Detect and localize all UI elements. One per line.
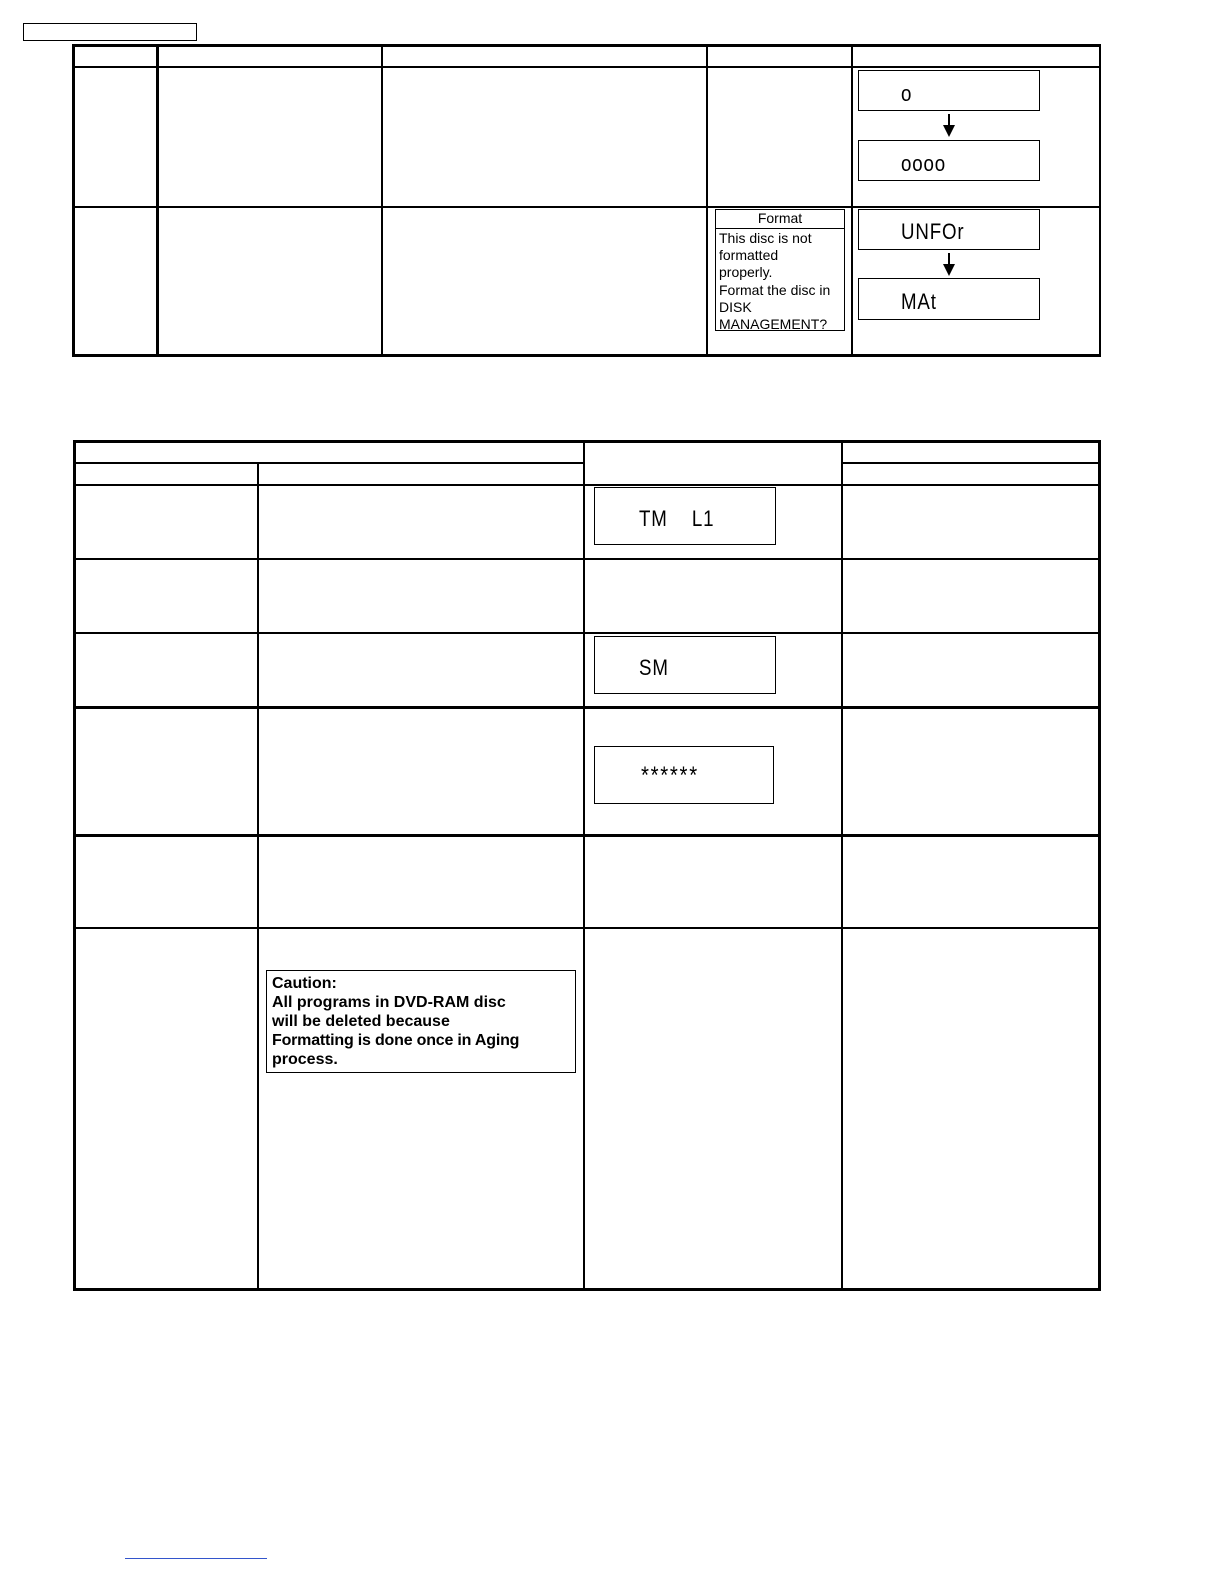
osd-line: DISK <box>719 298 752 315</box>
fl-display-text: oooo <box>901 151 947 176</box>
footer-link[interactable] <box>125 1558 267 1559</box>
page-header-box <box>23 23 197 41</box>
down-arrow-head-icon <box>943 264 955 276</box>
fl-display-text: TM L1 <box>639 506 715 531</box>
caution-line: process. <box>272 1051 338 1068</box>
osd-line: properly. <box>719 264 773 281</box>
osd-line: Format the disc in <box>719 281 831 298</box>
fl-display-2b <box>858 278 1040 320</box>
osd-line: formatted <box>719 247 779 264</box>
fl-display-1b <box>858 140 1040 181</box>
down-arrow-head-icon <box>943 125 955 137</box>
osd-format-message <box>715 209 845 331</box>
fl-display-text: UNFOr <box>901 219 965 244</box>
fl-display-sm <box>594 636 776 694</box>
fl-display-tm <box>594 487 776 545</box>
osd-line: This disc is not <box>719 230 812 246</box>
caution-line: will be deleted because <box>272 1013 450 1030</box>
fl-display-1a <box>858 70 1040 111</box>
caution-heading: Caution: <box>272 975 337 992</box>
caution-line: Formatting is done once in Aging <box>272 1032 520 1049</box>
fl-display-2a <box>858 209 1040 250</box>
osd-title: Format <box>716 210 844 229</box>
caution-line: All programs in DVD-RAM disc <box>272 994 506 1011</box>
fl-display-text: o <box>901 81 913 106</box>
fl-display-stars <box>594 746 774 804</box>
osd-line: MANAGEMENT? <box>719 316 828 333</box>
osd-body <box>716 229 844 334</box>
fl-display-text: ****** <box>641 762 699 789</box>
fl-display-text: SM <box>639 655 669 680</box>
fl-display-text: MAt <box>901 289 937 314</box>
caution-note <box>266 970 576 1073</box>
